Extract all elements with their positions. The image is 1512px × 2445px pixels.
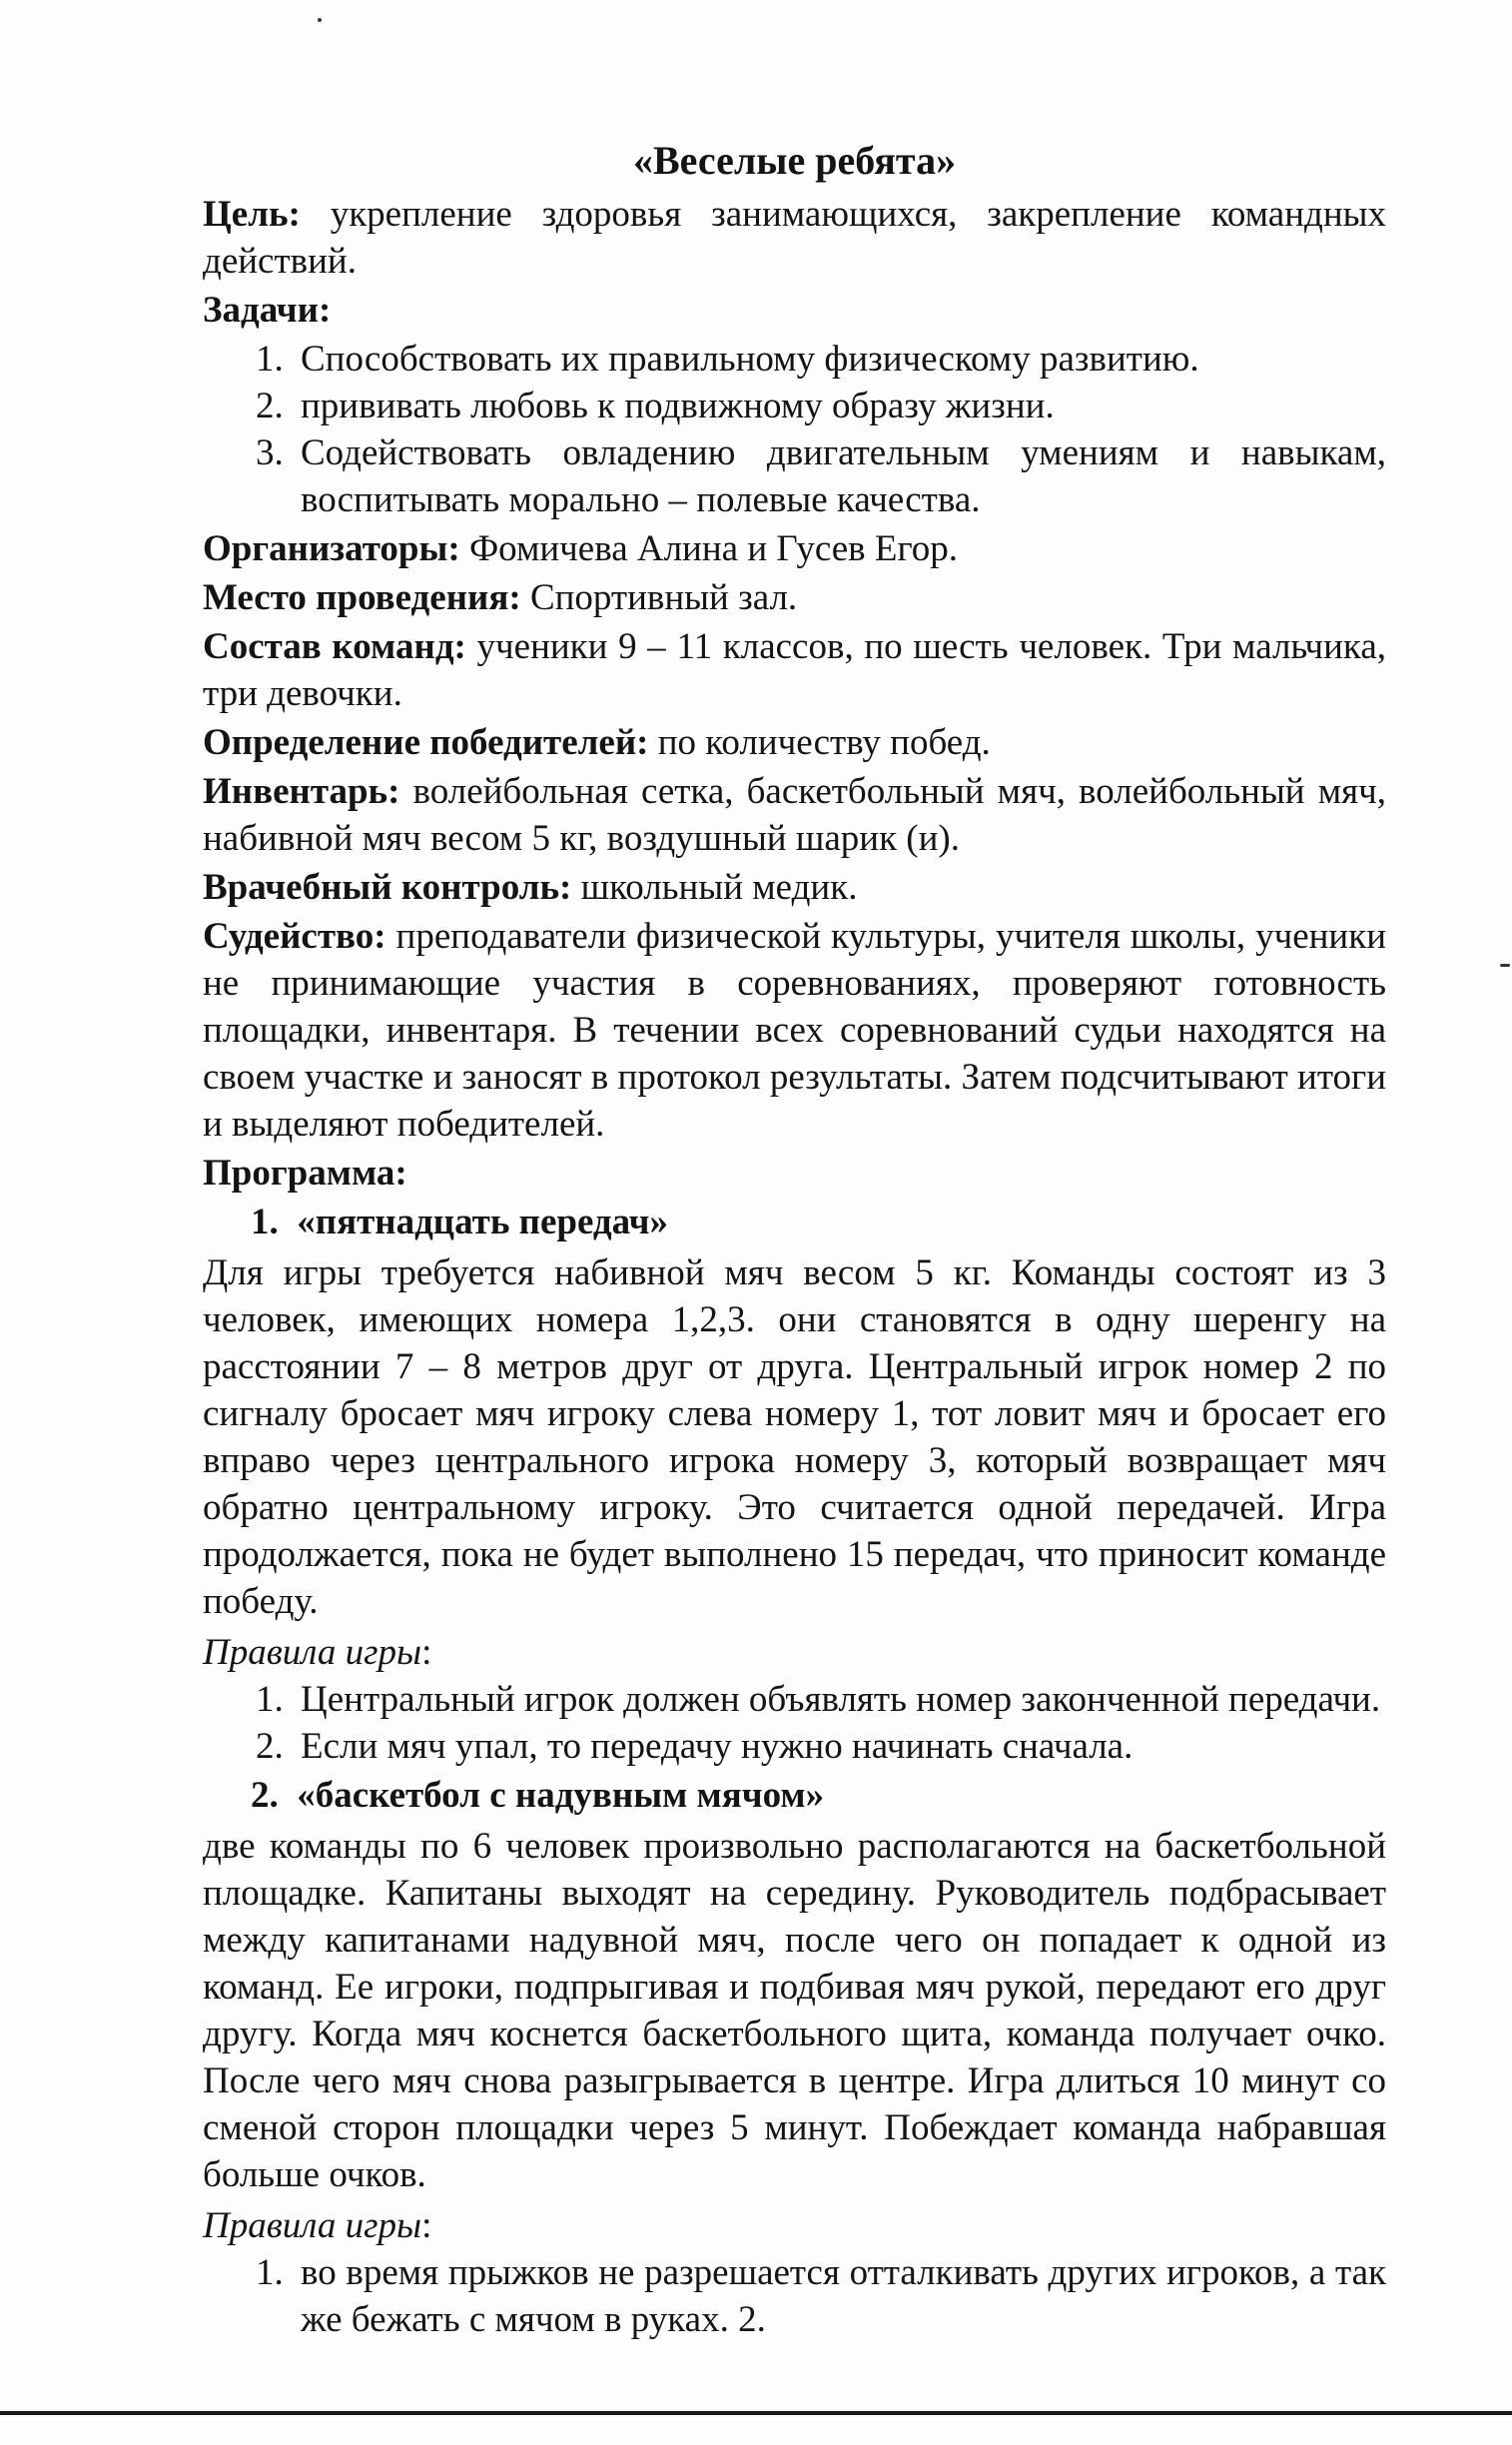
judging-paragraph	[203, 913, 1386, 1148]
medical-paragraph	[203, 864, 1386, 911]
goal-text: укрепление здоровья занимающихся, закрепление командных действий.	[203, 194, 1386, 282]
goal-label: Цель:	[203, 194, 301, 235]
judging-label: Судейство:	[203, 916, 386, 957]
rule-item: 1. во время прыжков не разрешается отталкивать других игроков, а так же бежать с мячом в руках. 2.	[293, 2249, 1386, 2343]
game-number: 1.	[251, 1202, 279, 1242]
inventory-label: Инвентарь:	[203, 771, 400, 812]
game-description: Для игры требуется набивной мяч весом 5 кг. Команды состоят из 3 человек, имеющих номера 1,2,3. они становятся в одну шеренгу на расстоянии 7 – 8 метров друг от друга. Центральный игрок номер 2 по сигналу бросает мяч игроку слева номеру 1, тот ловит мяч и бросает его вправо через центрального игрока номеру 3, который возвращает мяч обратно центральному игроку. Это считается одной передачей. Игра продолжается, пока не будет выполнено 15 передач, что приносит команде победу.	[203, 1252, 1386, 1622]
teams-text: ученики 9 – 11 классов, по шесть человек. Три мальчика, три девочки.	[203, 626, 1386, 714]
organizers-label: Организаторы:	[203, 528, 460, 569]
rules-colon: :	[421, 2205, 432, 2246]
scan-speck	[1500, 964, 1510, 967]
medical-text: школьный медик.	[571, 867, 858, 908]
venue-label: Место проведения:	[203, 577, 521, 618]
winners-label: Определение победителей:	[203, 722, 649, 763]
game-title-text: «пятнадцать передач»	[297, 1202, 669, 1242]
rules-heading	[203, 1629, 1386, 1676]
teams-paragraph	[203, 623, 1386, 717]
inventory-paragraph	[203, 768, 1386, 862]
program-label: Программа:	[203, 1153, 407, 1194]
rule-item: 2. Если мяч упал, то передачу нужно начинать сначала.	[293, 1723, 1386, 1770]
rule-item: 1. Центральный игрок должен объявлять номер законченной передачи.	[293, 1676, 1386, 1723]
bottom-scan-edge	[0, 2411, 1512, 2415]
tasks-label: Задачи:	[203, 290, 332, 331]
game-section-2	[203, 1772, 1386, 2343]
game-title	[203, 1199, 1386, 1245]
winners-text: по количеству побед.	[648, 722, 991, 763]
document-body	[203, 135, 1386, 2345]
inventory-text: волейбольная сетка, баскетбольный мяч, волейбольный мяч, набивной мяч весом 5 кг, воздушный шарик (и).	[203, 771, 1386, 859]
scan-speck	[318, 18, 322, 22]
teams-label: Состав команд:	[203, 626, 466, 667]
task-item: 3. Содействовать овладению двигательным умениям и навыкам, воспитывать морально – полевые качества.	[293, 429, 1386, 523]
rules-label: Правила игры	[203, 2205, 422, 2246]
rules-heading	[203, 2202, 1386, 2249]
game-section-1	[203, 1199, 1386, 1770]
program-heading	[203, 1150, 1386, 1197]
tasks-list	[203, 336, 1386, 523]
rules-colon: :	[421, 1632, 432, 1673]
venue-paragraph	[203, 574, 1386, 621]
medical-label: Врачебный контроль:	[203, 867, 572, 908]
task-item: 1. Способствовать их правильному физическому развитию.	[293, 336, 1386, 383]
goal-paragraph	[203, 191, 1386, 285]
game-title-text: «баскетбол с надувным мячом»	[297, 1775, 825, 1816]
rules-list	[203, 2249, 1386, 2343]
winners-paragraph	[203, 719, 1386, 766]
venue-text: Спортивный зал.	[520, 577, 798, 618]
game-title	[203, 1772, 1386, 1819]
rules-label: Правила игры	[203, 1632, 422, 1673]
organizers-paragraph	[203, 525, 1386, 572]
rules-list	[203, 1676, 1386, 1770]
judging-text: преподаватели физической культуры, учителя школы, ученики не принимающие участия в соревнованиях, проверяют готовность площадки, инвентаря. В течении всех соревнований судьи находятся на своем участке и заносят в протокол результаты. Затем подсчитывают итоги и выделяют победителей.	[203, 916, 1386, 1145]
task-item: 2. прививать любовь к подвижному образу жизни.	[293, 383, 1386, 429]
document-title: «Веселые ребята»	[632, 138, 957, 183]
organizers-text: Фомичева Алина и Гусев Егор.	[459, 528, 958, 569]
game-description: две команды по 6 человек произвольно располагаются на баскетбольной площадке. Капитаны выходят на середину. Руководитель подбрасывает между капитанами надувной мяч, после чего он попадает к одной из команд. Ее игроки, подпрыгивая и подбивая мяч рукой, передают его друг другу. Когда мяч коснется баскетбольного щита, команда получает очко. После чего мяч снова разыгрывается в центре. Игра длиться 10 минут со сменой сторон площадки через 5 минут. Побеждает команда набравшая больше очков.	[203, 1826, 1386, 2195]
game-number: 2.	[251, 1775, 279, 1816]
tasks-heading	[203, 287, 1386, 334]
